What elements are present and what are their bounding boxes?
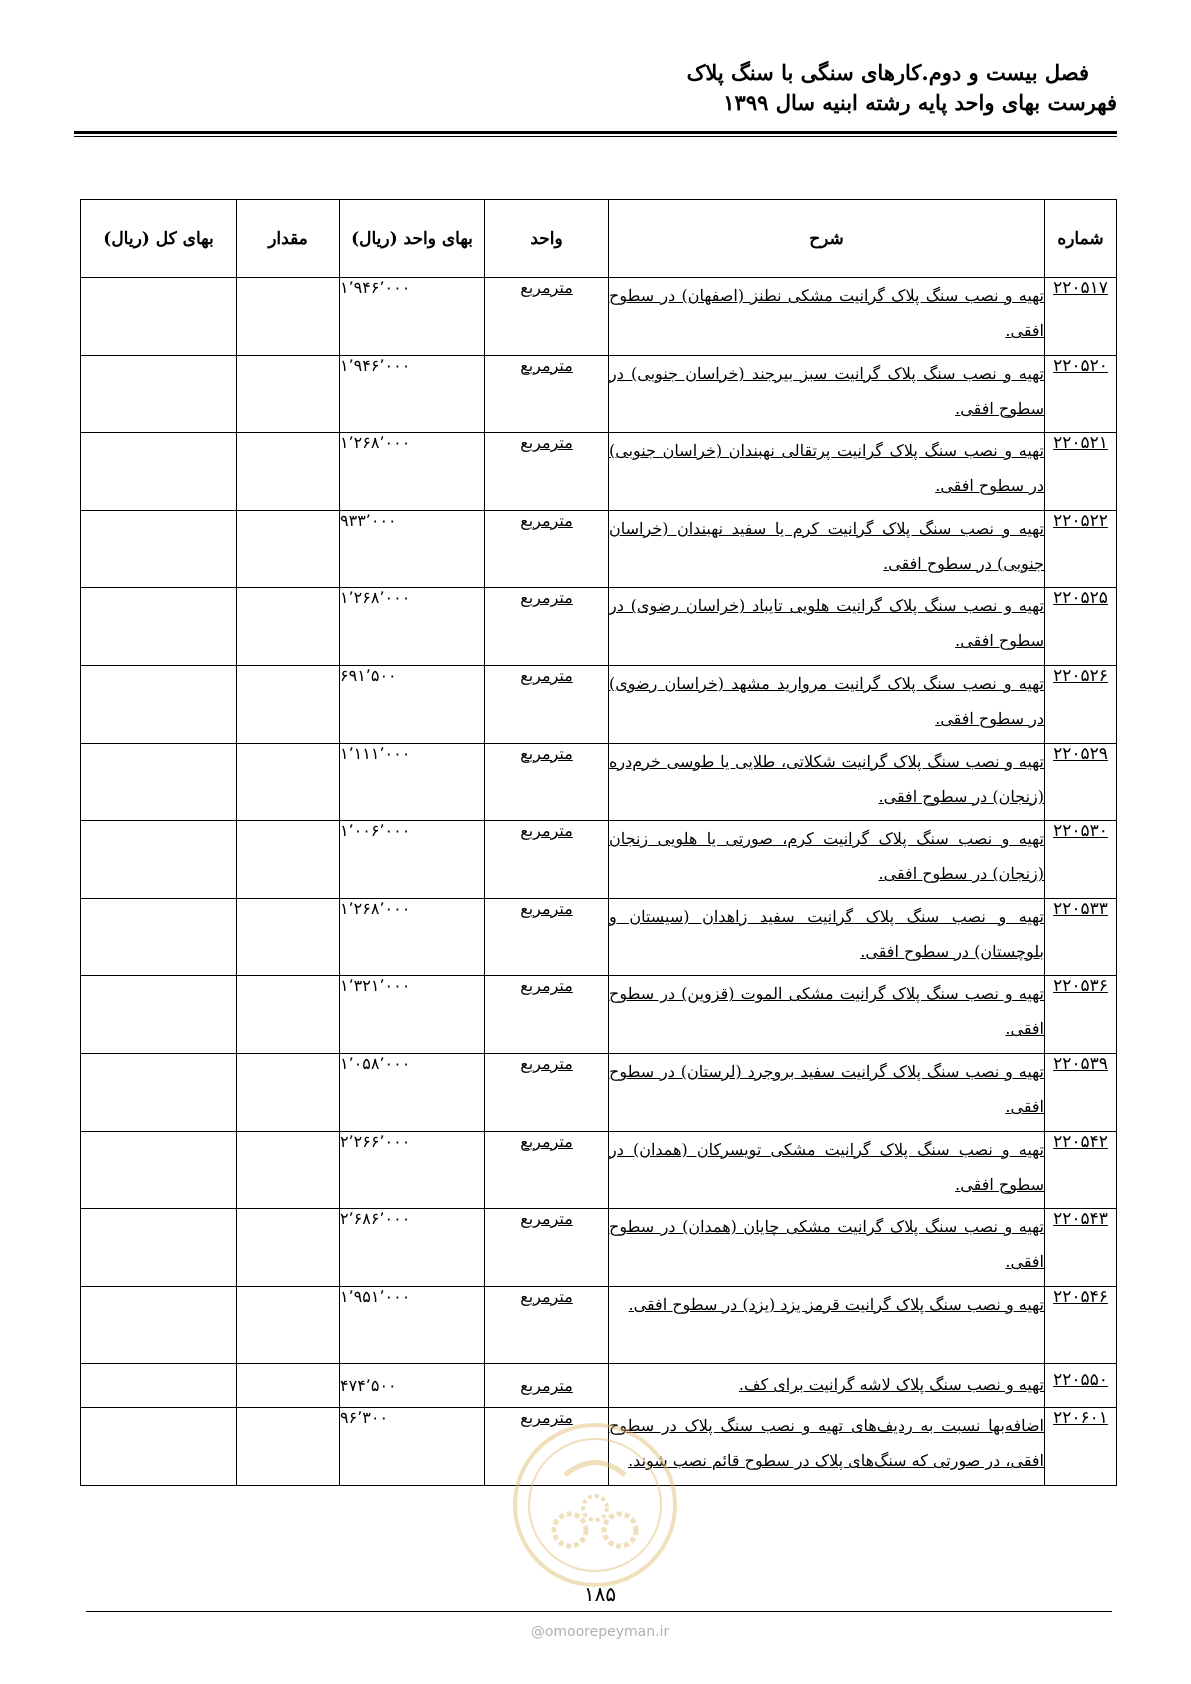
item-description — [609, 821, 1045, 899]
item-unit — [485, 898, 609, 976]
item-unit-text: مترمربع — [520, 510, 573, 530]
chapter-title: فصل بیست و دوم.کارهای سنگی با سنگ پلاک — [686, 60, 1089, 85]
item-description — [609, 588, 1045, 666]
item-number — [1045, 1364, 1117, 1408]
table-row — [81, 1364, 1117, 1408]
seal-watermark — [510, 1420, 680, 1590]
item-quantity — [237, 510, 340, 588]
item-number-text: ۲۲۰۵۲۰ — [1053, 355, 1108, 376]
item-number — [1045, 665, 1117, 743]
item-quantity — [237, 433, 340, 511]
item-quantity — [237, 278, 340, 356]
item-description-text: تهیه و نصب سنگ پلاک گرانیت مروارید مشهد (خراسان رضوی) در سطوح افقی. — [609, 673, 1044, 728]
item-unit-text: مترمربع — [520, 278, 573, 297]
item-unit-price: ۹۶٬۳۰۰ — [340, 1408, 485, 1486]
header-total-price: بهای کل (ریال) — [81, 200, 237, 278]
item-number — [1045, 1131, 1117, 1209]
item-description-text: تهیه و نصب سنگ پلاک گرانیت قرمز یزد (یزد) در سطوح افقی. — [628, 1294, 1044, 1314]
item-unit-price: ۱٬۹۴۶٬۰۰۰ — [340, 355, 485, 433]
item-quantity — [237, 898, 340, 976]
item-number — [1045, 433, 1117, 511]
item-unit — [485, 665, 609, 743]
item-unit-price: ۱٬۳۲۱٬۰۰۰ — [340, 976, 485, 1054]
price-list-title: فهرست بهای واحد پایه رشته ابنیه سال ۱۳۹۹ — [723, 90, 1117, 115]
item-number — [1045, 278, 1117, 356]
item-description — [609, 665, 1045, 743]
table-row — [81, 510, 1117, 588]
item-unit-price: ۹۳۳٬۰۰۰ — [340, 510, 485, 588]
item-quantity — [237, 1209, 340, 1287]
item-description-text: تهیه و نصب سنگ پلاک گرانیت پرتقالی نهبندان (خراسان جنوبی) در سطوح افقی. — [609, 441, 1044, 496]
item-number-text: ۲۲۰۵۲۱ — [1053, 433, 1108, 454]
item-unit — [485, 355, 609, 433]
item-unit — [485, 510, 609, 588]
item-description-text: تهیه و نصب سنگ پلاک گرانیت شکلاتی، طلایی یا طوسی خرم‌دره (زنجان) در سطوح افقی. — [609, 751, 1044, 806]
item-unit — [485, 1286, 609, 1364]
item-unit-text: مترمربع — [520, 1376, 573, 1396]
table-row — [81, 898, 1117, 976]
item-unit-text: مترمربع — [520, 588, 573, 608]
item-number — [1045, 743, 1117, 821]
table-row — [81, 588, 1117, 666]
item-unit-text: مترمربع — [520, 743, 573, 763]
item-unit — [485, 976, 609, 1054]
item-description — [609, 743, 1045, 821]
table-row — [81, 1131, 1117, 1209]
item-description-text: اضافه‌بها نسبت به ردیف‌های تهیه و نصب سنگ پلاک در سطوح افقی، در صورتی که سنگ‌های پلاک در سطوح قائم نصب شوند. — [609, 1416, 1044, 1471]
table-row — [81, 1286, 1117, 1364]
header-rule-thin — [74, 136, 1117, 137]
item-description-text: تهیه و نصب سنگ پلاک گرانیت کرم، صورتی یا هلویی زنجان (زنجان) در سطوح افقی. — [609, 829, 1045, 884]
item-total-price — [81, 433, 237, 511]
page-number: ۱۸۵ — [583, 1582, 617, 1606]
item-unit — [485, 1131, 609, 1209]
item-unit — [485, 743, 609, 821]
item-quantity — [237, 1364, 340, 1408]
table-row — [81, 1053, 1117, 1131]
table-row — [81, 1209, 1117, 1287]
table-row — [81, 743, 1117, 821]
item-number — [1045, 588, 1117, 666]
table-row — [81, 665, 1117, 743]
item-unit-text: مترمربع — [520, 1131, 573, 1151]
item-number-text: ۲۲۰۵۱۷ — [1053, 278, 1108, 298]
item-unit-text: مترمربع — [520, 433, 573, 453]
item-total-price — [81, 355, 237, 433]
item-quantity — [237, 355, 340, 433]
item-unit — [485, 278, 609, 356]
item-unit-text: مترمربع — [520, 821, 573, 841]
item-number-text: ۲۲۰۵۲۲ — [1053, 510, 1108, 531]
item-description — [609, 1131, 1045, 1209]
item-unit-price: ۴۷۴٬۵۰۰ — [340, 1364, 485, 1408]
header-unit-price: بهای واحد (ریال) — [340, 200, 485, 278]
item-unit-price: ۲٬۲۶۶٬۰۰۰ — [340, 1131, 485, 1209]
item-description-text: تهیه و نصب سنگ پلاک گرانیت سفید بروجرد (لرستان) در سطوح افقی. — [609, 1061, 1045, 1116]
table-header-row — [81, 200, 1117, 278]
table-row — [81, 821, 1117, 899]
watermark-url: @omoorepeyman.ir — [530, 1624, 670, 1640]
table-row — [81, 355, 1117, 433]
item-number — [1045, 976, 1117, 1054]
item-number-text: ۲۲۰۵۳۹ — [1053, 1053, 1108, 1074]
item-description — [609, 976, 1045, 1054]
item-total-price — [81, 1364, 237, 1408]
table-row — [81, 976, 1117, 1054]
item-unit-text: مترمربع — [520, 665, 573, 685]
item-number-text: ۲۲۰۵۲۹ — [1053, 743, 1108, 764]
item-unit-price: ۱٬۹۵۱٬۰۰۰ — [340, 1286, 485, 1364]
item-quantity — [237, 1408, 340, 1486]
item-unit-price: ۲٬۶۸۶٬۰۰۰ — [340, 1209, 485, 1287]
table-row — [81, 433, 1117, 511]
item-unit — [485, 1209, 609, 1287]
item-number-text: ۲۲۰۵۲۵ — [1053, 588, 1108, 609]
item-number-text: ۲۲۰۵۴۳ — [1053, 1209, 1108, 1230]
item-description — [609, 1053, 1045, 1131]
item-total-price — [81, 743, 237, 821]
item-number-text: ۲۲۰۵۳۶ — [1053, 976, 1108, 997]
item-unit-text: مترمربع — [520, 898, 573, 918]
item-total-price — [81, 1286, 237, 1364]
item-description-text: تهیه و نصب سنگ پلاک گرانیت سبز بیرجند (خراسان جنوبی) در سطوح افقی. — [609, 363, 1044, 418]
item-quantity — [237, 588, 340, 666]
item-quantity — [237, 976, 340, 1054]
item-total-price — [81, 1131, 237, 1209]
item-total-price — [81, 588, 237, 666]
table-row — [81, 278, 1117, 356]
item-unit-price: ۱٬۱۱۱٬۰۰۰ — [340, 743, 485, 821]
item-unit-text: مترمربع — [520, 976, 573, 996]
item-number-text: ۲۲۰۵۲۶ — [1053, 665, 1108, 686]
page-header — [77, 58, 1117, 118]
item-description-text: تهیه و نصب سنگ پلاک گرانیت مشکی نطنز (اصفهان) در سطوح افقی. — [609, 286, 1044, 340]
item-total-price — [81, 898, 237, 976]
item-unit-price: ۱٬۲۶۸٬۰۰۰ — [340, 898, 485, 976]
item-unit — [485, 433, 609, 511]
item-number-text: ۲۲۰۶۰۱ — [1053, 1408, 1108, 1429]
header-description: شرح — [609, 200, 1045, 278]
header-quantity: مقدار — [237, 200, 340, 278]
item-number — [1045, 510, 1117, 588]
item-number-text: ۲۲۰۵۴۶ — [1053, 1286, 1108, 1307]
item-quantity — [237, 1286, 340, 1364]
item-description — [609, 355, 1045, 433]
item-number — [1045, 1053, 1117, 1131]
footer-rule — [86, 1611, 1112, 1612]
item-number — [1045, 1209, 1117, 1287]
item-unit — [485, 1364, 609, 1408]
item-number-text: ۲۲۰۵۴۲ — [1053, 1131, 1108, 1152]
item-unit-price: ۱٬۹۴۶٬۰۰۰ — [340, 278, 485, 356]
item-unit-price: ۱٬۰۵۸٬۰۰۰ — [340, 1053, 485, 1131]
price-table — [80, 199, 1117, 1486]
item-unit — [485, 1053, 609, 1131]
item-number — [1045, 898, 1117, 976]
item-description-text: تهیه و نصب سنگ پلاک گرانیت سفید زاهدان (سیستان و بلوچستان) در سطوح افقی. — [609, 906, 1044, 961]
item-description — [609, 278, 1045, 356]
item-number-text: ۲۲۰۵۵۰ — [1053, 1370, 1108, 1391]
item-unit-text: مترمربع — [520, 1408, 573, 1428]
item-number-text: ۲۲۰۵۳۳ — [1053, 898, 1108, 919]
item-description — [609, 1286, 1045, 1364]
item-unit-text: مترمربع — [520, 1286, 573, 1306]
item-description-text: تهیه و نصب سنگ پلاک لاشه گرانیت برای کف. — [738, 1375, 1044, 1395]
table-body — [81, 278, 1117, 1486]
item-description-text: تهیه و نصب سنگ پلاک گرانیت کرم یا سفید نهبندان (خراسان جنوبی) در سطوح افقی. — [609, 518, 1044, 573]
item-total-price — [81, 278, 237, 356]
item-number — [1045, 821, 1117, 899]
item-quantity — [237, 665, 340, 743]
item-unit-price: ۱٬۲۶۸٬۰۰۰ — [340, 433, 485, 511]
item-unit — [485, 821, 609, 899]
item-number-text: ۲۲۰۵۳۰ — [1053, 821, 1108, 842]
item-total-price — [81, 510, 237, 588]
item-unit-price: ۱٬۰۰۶٬۰۰۰ — [340, 821, 485, 899]
item-description — [609, 510, 1045, 588]
item-total-price — [81, 1408, 237, 1486]
item-description — [609, 433, 1045, 511]
item-number — [1045, 355, 1117, 433]
item-quantity — [237, 743, 340, 821]
item-unit — [485, 588, 609, 666]
item-unit-price: ۶۹۱٬۵۰۰ — [340, 665, 485, 743]
item-number — [1045, 1408, 1117, 1486]
item-quantity — [237, 821, 340, 899]
item-unit-price: ۱٬۲۶۸٬۰۰۰ — [340, 588, 485, 666]
header-unit: واحد — [485, 200, 609, 278]
header-number: شماره — [1045, 200, 1117, 278]
item-description — [609, 1364, 1045, 1408]
item-total-price — [81, 665, 237, 743]
item-unit-text: مترمربع — [520, 1209, 573, 1229]
item-number — [1045, 1286, 1117, 1364]
item-quantity — [237, 1131, 340, 1209]
item-total-price — [81, 976, 237, 1054]
item-total-price — [81, 821, 237, 899]
item-description-text: تهیه و نصب سنگ پلاک گرانیت مشکی تویسرکان (همدان) در سطوح افقی. — [609, 1139, 1044, 1194]
item-description-text: تهیه و نصب سنگ پلاک گرانیت مشکی چایان (همدان) در سطوح افقی. — [609, 1217, 1044, 1272]
item-description — [609, 898, 1045, 976]
item-quantity — [237, 1053, 340, 1131]
item-total-price — [81, 1053, 237, 1131]
item-description-text: تهیه و نصب سنگ پلاک گرانیت هلویی تایباد (خراسان رضوی) در سطوح افقی. — [609, 596, 1044, 651]
item-unit-text: مترمربع — [520, 355, 573, 375]
item-description-text: تهیه و نصب سنگ پلاک گرانیت مشکی الموت (قزوین) در سطوح افقی. — [609, 984, 1044, 1039]
header-rule-thick — [74, 131, 1117, 134]
item-total-price — [81, 1209, 237, 1287]
item-unit-text: مترمربع — [520, 1053, 573, 1073]
item-description — [609, 1209, 1045, 1287]
